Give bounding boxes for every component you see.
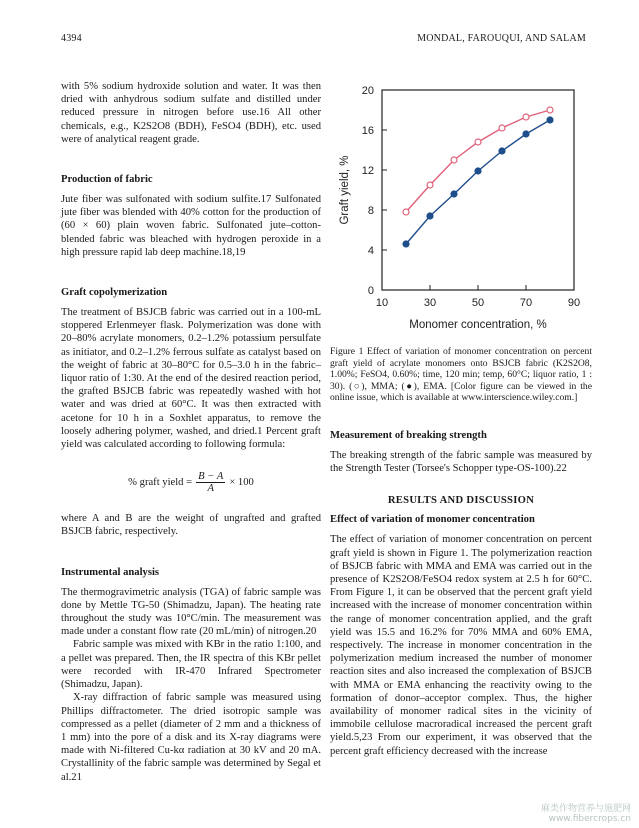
y-tick-label-4: 16: [361, 125, 374, 137]
series-0-point-5: [523, 114, 529, 120]
series-0-point-3: [475, 139, 481, 145]
watermark-line-2: www.fibercrops.cn: [548, 814, 631, 824]
formula-fraction: [196, 471, 225, 494]
formula-numerator: B − A: [198, 471, 224, 483]
heading-graft-copolymerization: Graft copolymerization: [61, 287, 168, 299]
watermark: [541, 804, 631, 824]
heading-production-of-fabric: Production of fabric: [61, 174, 153, 186]
y-axis-label: Graft yield, %: [339, 155, 351, 225]
series-1-point-6: [547, 117, 553, 123]
graft-paragraph: The treatment of BSJCB fabric was carried out in a 100-mL stoppered Erlenmeyer flask. Polymerization was done with 20–80% acrylate monomers, 0.2–1.2% potassium persulfate as initiator, and 0.2–1.2% ferrous sulfate as catalyst based on the weight of fabric at 30–80°C for 0.5–3.0 h in the fabric–liquor ratio of 1:30. At the end of the desired reaction period, the grafted BSJCB fabric was repeatedly washed with hot water and was dried at 60°C. It was then extracted with acetone for 10 h in a Soxhlet apparatus, to remove the loosely adhering polymer, washed, and dried.1 Percent graft yield was calculated according to following formula:: [61, 307, 321, 451]
x-tick-label-1: 30: [423, 297, 437, 309]
series-0-point-4: [499, 125, 505, 131]
fabric-paragraph: Jute fiber was sulfonated with sodium sulfite.17 Sulfonated jute fiber was blended with 40% cotton for the production of (60 × 60) plain woven fabric. Sulfonated jute–cotton-blended fabric was bleached with hydrogen peroxide in a high pressure rapid lab deep machine.18,19: [61, 194, 321, 258]
heading-breaking-strength: Measurement of breaking strength: [330, 429, 487, 441]
x-tick-label-3: 70: [519, 297, 533, 309]
series-0-point-0: [403, 209, 409, 215]
figure-1-chart: [330, 80, 592, 335]
left-column: [61, 80, 321, 784]
series-0-point-6: [547, 107, 553, 113]
heading-instrumental-analysis: Instrumental analysis: [61, 566, 160, 578]
x-tick-label-2: 50: [471, 297, 485, 309]
where-paragraph: where A and B are the weight of ungrafted and grafted BSJCB fabric, respectively.: [61, 513, 321, 538]
series-1-point-4: [499, 148, 505, 154]
tga-paragraph: The thermogravimetric analysis (TGA) of fabric sample was done by Mettle TG-50 (Shimadzu, Japan). The heating rate throughout the study was 10°C/min. The measurement was made under a constant flow rate (20 mL/min) of nitrogen.20: [61, 586, 321, 638]
series-1-point-1: [427, 213, 433, 219]
right-column: [330, 80, 592, 758]
y-tick-label-0: 0: [367, 285, 374, 297]
y-tick-label-3: 12: [361, 165, 374, 177]
kbr-paragraph: Fabric sample was mixed with KBr in the ratio 1:100, and a pellet was prepared. Then, the IR spectra of this KBr pellet were recorded with IR-470 Infrared Spectrometer (Shimadzu, Japan).: [61, 639, 321, 691]
x-axis-label: Monomer concentration, %: [409, 319, 547, 331]
y-tick-label-2: 8: [367, 205, 374, 217]
series-1-point-0: [403, 241, 409, 247]
xrd-paragraph: X-ray diffraction of fabric sample was measured using Phillips diffractometer. The dried isotropic sample was compressed as a pellet (diameter of 2 mm and a thickness of 1 mm) into the pore of a disk and its X-ray diagrams were made with Ni-filtered Cu-kα radiation at 30 kV and 20 mA. Crystallinity of the fabric sample was determined by Segal et al.21: [61, 692, 321, 783]
series-1-point-3: [475, 168, 481, 174]
heading-results-and-discussion: RESULTS AND DISCUSSION: [387, 495, 535, 507]
formula-rhs: × 100: [229, 477, 254, 489]
series-1-point-2: [451, 191, 457, 197]
plot-frame: [382, 90, 574, 290]
x-tick-label-0: 10: [375, 297, 389, 309]
series-0-point-1: [427, 182, 433, 188]
graft-yield-formula: [61, 471, 321, 494]
intro-paragraph: with 5% sodium hydroxide solution and water. It was then dried with anhydrous sodium sulfate and distilled under reduced pressure in nitrogen before use.16 All other chemicals, e.g., K2S2O8 (BDH), FeSO4 (BDH), etc. used were of analytical reagent grade.: [61, 81, 321, 145]
y-tick-label-1: 4: [367, 245, 374, 257]
breaking-paragraph: The breaking strength of the fabric sample was measured by the Strength Tester (Torsee's Schopper type-OS-100).22: [330, 449, 592, 475]
series-1-point-5: [523, 131, 529, 137]
figure-1-caption: Figure 1 Effect of variation of monomer concentration on percent graft yield of acrylate monomers onto BSJCB fabric (K2S2O8, 1.00%; FeSO4, 0.60%; time, 120 min; temp, 60°C; liquor ratio, 1 : 30). (○), MMA; (●), EMA. [Color figure can be viewed in the online issue, which is available at www.interscience.wiley.com.]: [330, 346, 592, 404]
x-tick-label-4: 90: [567, 297, 581, 309]
formula-lhs: % graft yield =: [128, 477, 193, 489]
page-number: 4394: [61, 33, 82, 44]
running-head: MONDAL, FAROUQUI, AND SALAM: [417, 33, 586, 44]
series-0-line: [406, 110, 550, 212]
series-0-point-2: [451, 157, 457, 163]
heading-effect-of-monomer: Effect of variation of monomer concentration: [330, 514, 535, 526]
y-tick-label-5: 20: [361, 85, 374, 97]
watermark-line-1: 麻类作物营养与施肥网: [540, 804, 631, 814]
formula-denominator: A: [207, 483, 214, 495]
effect-paragraph: The effect of variation of monomer concentration on percent graft yield is shown in Figure 1. The polymerization reaction of BSJCB fabric with MMA and EMA was carried out in the presence of K2S2O8/FeSO4 redox system at 2.5 h for 60°C. From Figure 1, it can be observed that the percent graft yield increased with the increase of monomer concentration within the range of monomer concentration applied, and the graft yield was 15.5 and 16.2% for 70% MMA and 60% EMA, respectively. The increase in monomer concentration in the polymerization medium increased the number of monomer reaction sites and also increased the complexation of BSJCB with MMA or EMA enhancing the reactivity owing to the formation of donor–acceptor complex. Thus, the higher availability of monomer radical sites in the vicinity of immobile cellulose macroradical increased the percent graft yield.5,23 From our experiment, it was observed that the percent graft efficiency decreased with the increase: [330, 534, 592, 757]
